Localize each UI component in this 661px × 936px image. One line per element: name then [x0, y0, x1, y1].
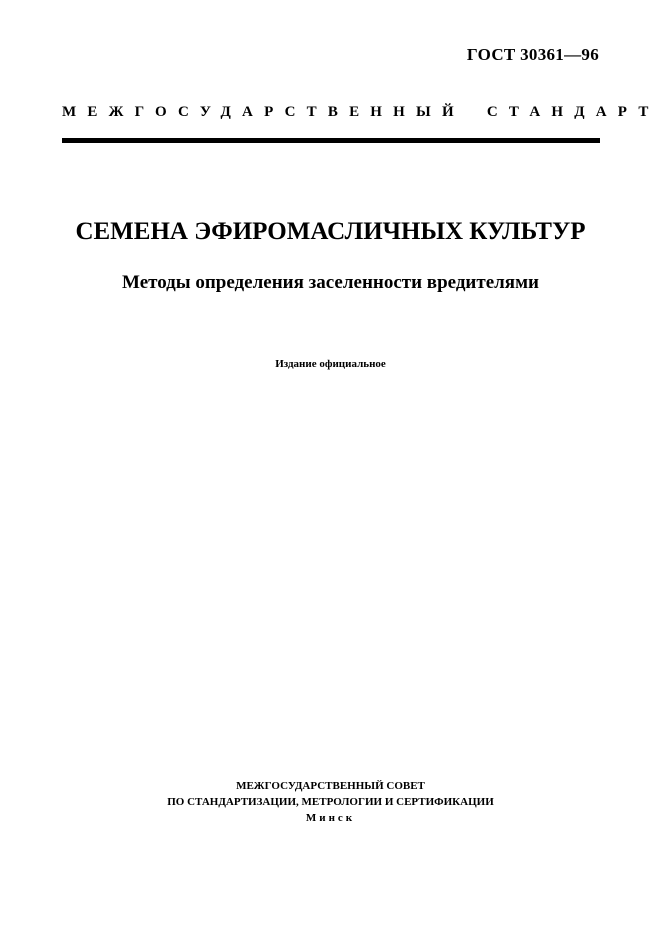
standard-type-word-interstate: МЕЖГОСУДАРСТВЕННЫЙ — [62, 104, 465, 120]
publisher-line-council: МЕЖГОСУДАРСТВЕННЫЙ СОВЕТ — [236, 780, 425, 792]
publisher-city: Минск — [305, 812, 356, 824]
standard-type-heading — [62, 104, 660, 121]
publisher-line-scope: ПО СТАНДАРТИЗАЦИИ, МЕТРОЛОГИИ И СЕРТИФИКАЦИИ — [167, 796, 494, 808]
header-divider — [62, 138, 600, 143]
standard-type-word-standard: СТАНДАРТ — [486, 104, 660, 120]
publisher-block — [0, 778, 661, 826]
document-title: СЕМЕНА ЭФИРОМАСЛИЧНЫХ КУЛЬТУР — [75, 218, 586, 245]
document-number: ГОСТ 30361—96 — [466, 45, 599, 64]
document-subtitle: Методы определения заселенности вредителями — [122, 272, 539, 293]
edition-note: Издание официальное — [275, 358, 386, 370]
